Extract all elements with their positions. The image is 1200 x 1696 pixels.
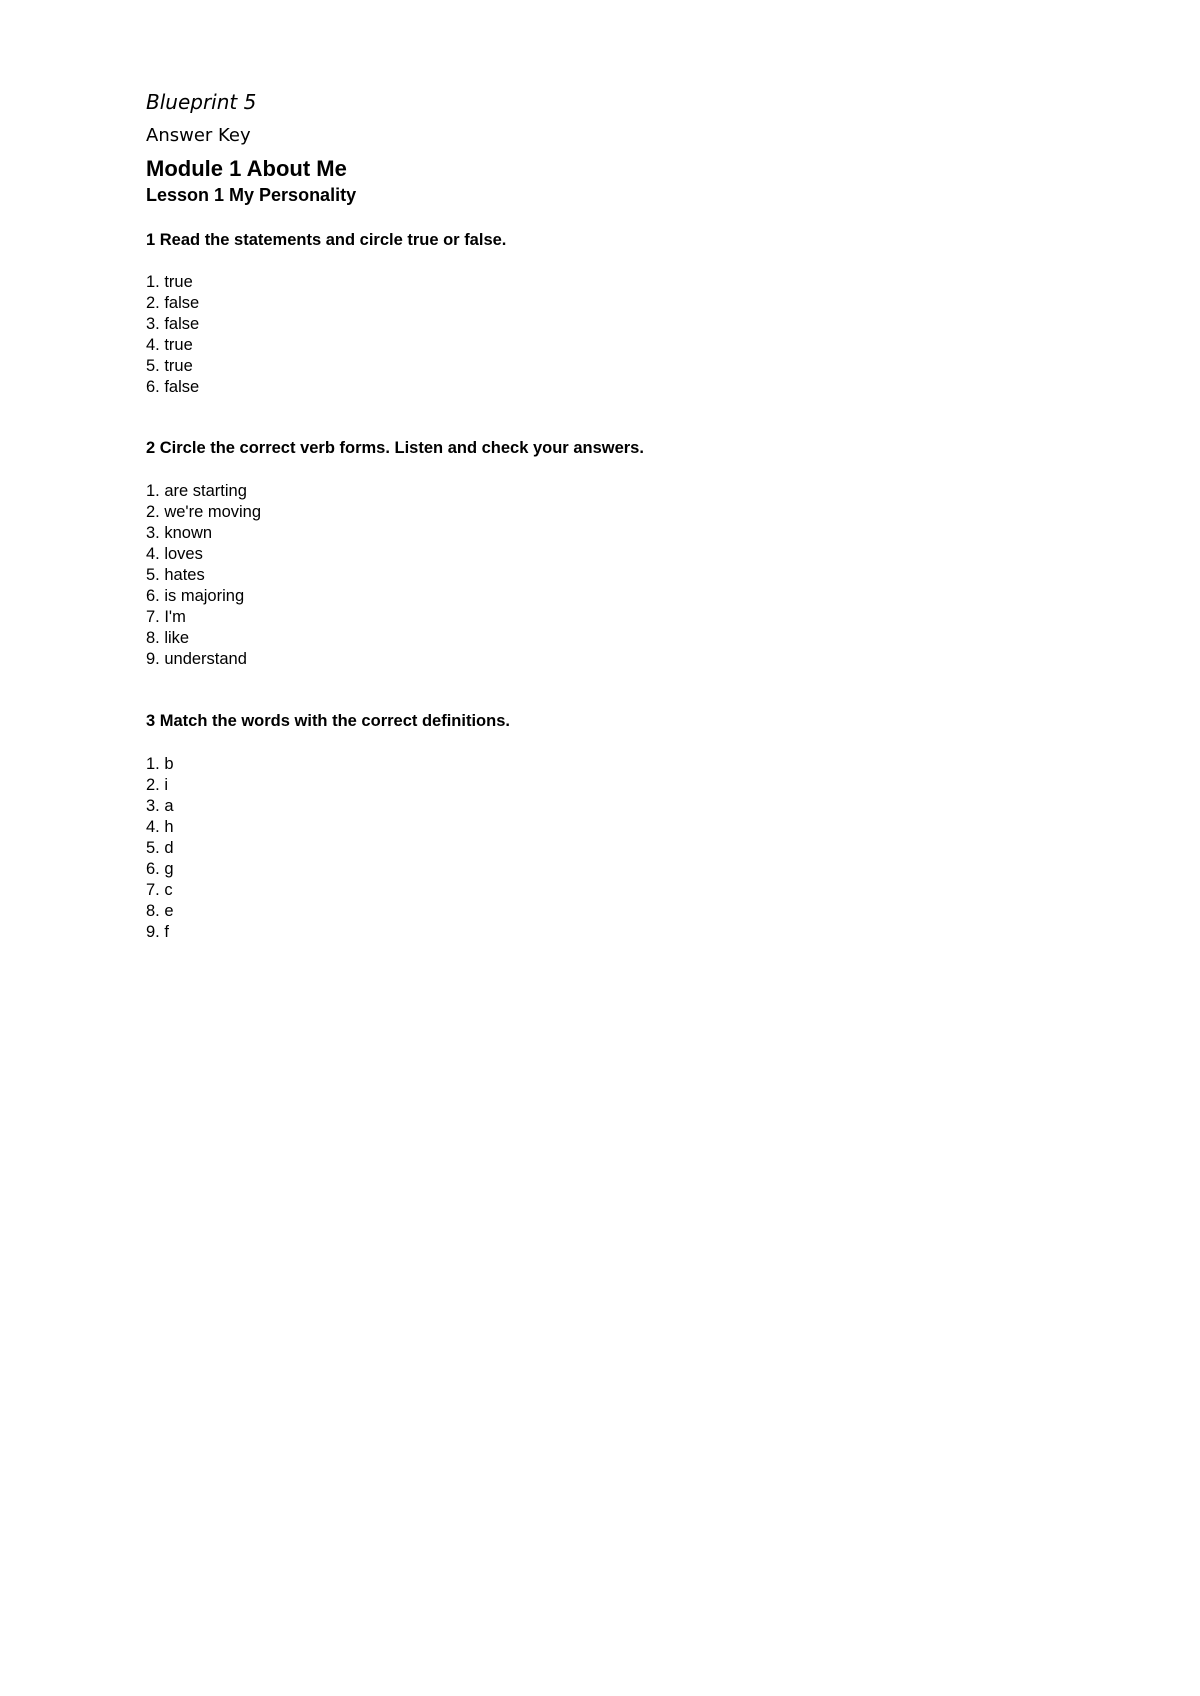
- exercise-1-answer-1: 1. true: [146, 273, 193, 291]
- answer-key-page: [146, 88, 1146, 943]
- exercise-3-answer-9: 9. f: [146, 923, 169, 941]
- exercise-2-title: 2 Circle the correct verb forms. Listen and check your answers.: [146, 439, 644, 457]
- exercise-3-answer-3: 3. a: [146, 797, 174, 815]
- exercise-1-answer-3: 3. false: [146, 315, 200, 333]
- exercise-1-title: 1 Read the statements and circle true or false.: [146, 231, 507, 249]
- exercise-2-answer-1: 1. are starting: [146, 482, 247, 500]
- exercise-3-answer-8: 8. e: [146, 902, 174, 920]
- document-subtitle: Answer Key: [146, 125, 251, 146]
- exercise-2-answer-4: 4. loves: [146, 545, 203, 563]
- exercise-1-answer-6: 6. false: [146, 378, 200, 396]
- lesson-title: Lesson 1 My Personality: [146, 185, 357, 205]
- exercise-2-answer-6: 6. is majoring: [146, 587, 245, 605]
- exercise-2-answers: [146, 481, 1146, 670]
- exercise-1-answers: [146, 272, 1146, 398]
- exercise-3-answer-4: 4. h: [146, 818, 174, 836]
- exercise-3-answer-1: 1. b: [146, 755, 174, 773]
- exercise-2-answer-8: 8. like: [146, 629, 190, 647]
- exercise-3-answers: [146, 754, 1146, 943]
- exercise-2-answer-5: 5. hates: [146, 566, 205, 584]
- exercise-3-title: 3 Match the words with the correct definitions.: [146, 712, 510, 730]
- exercise-1-answer-2: 2. false: [146, 294, 200, 312]
- exercise-3-answer-5: 5. d: [146, 839, 174, 857]
- exercise-2-answer-2: 2. we're moving: [146, 503, 262, 521]
- exercise-2-answer-3: 3. known: [146, 524, 213, 542]
- exercise-3-answer-6: 6. g: [146, 860, 174, 878]
- exercise-1-answer-5: 5. true: [146, 357, 193, 375]
- exercise-1-answer-4: 4. true: [146, 336, 193, 354]
- exercise-3-answer-2: 2. i: [146, 776, 169, 794]
- exercise-2-answer-7: 7. I'm: [146, 608, 186, 626]
- series-title: Blueprint 5: [146, 90, 257, 114]
- exercise-3-answer-7: 7. c: [146, 881, 173, 899]
- exercise-2-answer-9: 9. understand: [146, 650, 247, 668]
- module-title: Module 1 About Me: [146, 156, 347, 181]
